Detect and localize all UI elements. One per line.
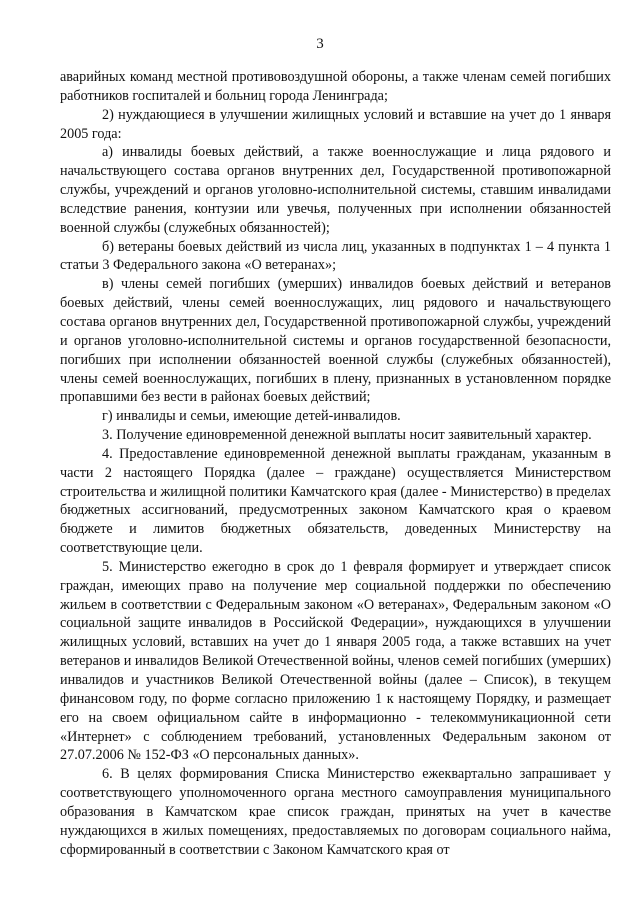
paragraph-section-5: 5. Министерство ежегодно в срок до 1 февраля формирует и утверждает список граждан, имеющих право на получение мер социальной поддержки по обеспечению жильем в соответствии с Федеральным законом «О ветеранах», Федеральным законом «О социальной защите инвалидов в Российской Федерации», нуждающихся в улучшении жилищных условий, вставших на учет до 1 января 2005 года, а также вставших на учет ветеранов и инвалидов Великой Отечественной войны, членов семей погибших (умерших) инвалидов и участников Великой Отечественной войны (далее – Список), в текущем финансовом году, по форме согласно приложению 1 к настоящему Порядку, и размещает его на своем официальном сайте в информационно - телекоммуникационной сети «Интернет» с соблюдением требований, установленных Федеральным законом от 27.07.2006 № 152-ФЗ «О персональных данных». [60,558,612,764]
paragraph-subitem-a: а) инвалиды боевых действий, а также военнослужащие и лица рядового и начальствующего состава органов внутренних дел, Государственной противопожарной службы, учреждений и органов уголовно-исполнительной системы, ставшим инвалидами вследствие ранения, контузии или увечья, полученных при исполнении обязанностей военной службы (служебных обязанностей); [60,144,611,236]
paragraph-subitem-g: г) инвалиды и семьи, имеющие детей-инвалидов. [102,408,401,425]
paragraph-continuation: аварийных команд местной противовоздушной обороны, а также членам семей погибших работников госпиталей и больниц города Ленинграда; [60,69,611,104]
paragraph-section-3: 3. Получение единовременной денежной выплаты носит заявительный характер. [102,427,592,444]
page-number: 3 [316,36,324,52]
paragraph-section-4: 4. Предоставление единовременной денежной выплаты гражданам, указанным в части 2 настоящего Порядка (далее – граждане) осуществляется Министерством строительства и жилищной политики Камчатского края (далее - Министерство) в пределах бюджетных ассигнований, предусмотренных законом Камчатского края о краевом бюджете и лимитов бюджетных обязательств, доведенных Министерству на соответствующие цели. [60,445,611,557]
paragraph-subitem-b: б) ветераны боевых действий из числа лиц, указанных в подпунктах 1 – 4 пункта 1 статьи 3 Федерального закона «О ветеранах»; [60,238,611,274]
paragraph-subitem-v: в) члены семей погибших (умерших) инвалидов боевых действий и ветеранов боевых действий, члены семей военнослужащих, лиц рядового и начальствующего состава органов внутренних дел, Государственной противопожарной службы, учреждений и органов уголовно-исполнительной системы и органов государственной безопасности, погибших при исполнении обязанностей военной службы (служебных обязанностей), члены семей военнослужащих, погибших в плену, признанных в установленном порядке пропавшими без вести в районах боевых действий; [60,276,611,406]
document-body [60,68,611,859]
paragraph-section-6: 6. В целях формирования Списка Министерство ежеквартально запрашивает у соответствующего уполномоченного органа местного самоуправления муниципального образования в Камчатском крае список граждан, принятых на учет в качестве нуждающихся в жилых помещениях, предоставляемых по договорам социального найма, сформированный в соответствии с Законом Камчатского края от [60,766,611,858]
paragraph-item-2: 2) нуждающиеся в улучшении жилищных условий и вставшие на учет до 1 января 2005 года: [60,106,611,142]
